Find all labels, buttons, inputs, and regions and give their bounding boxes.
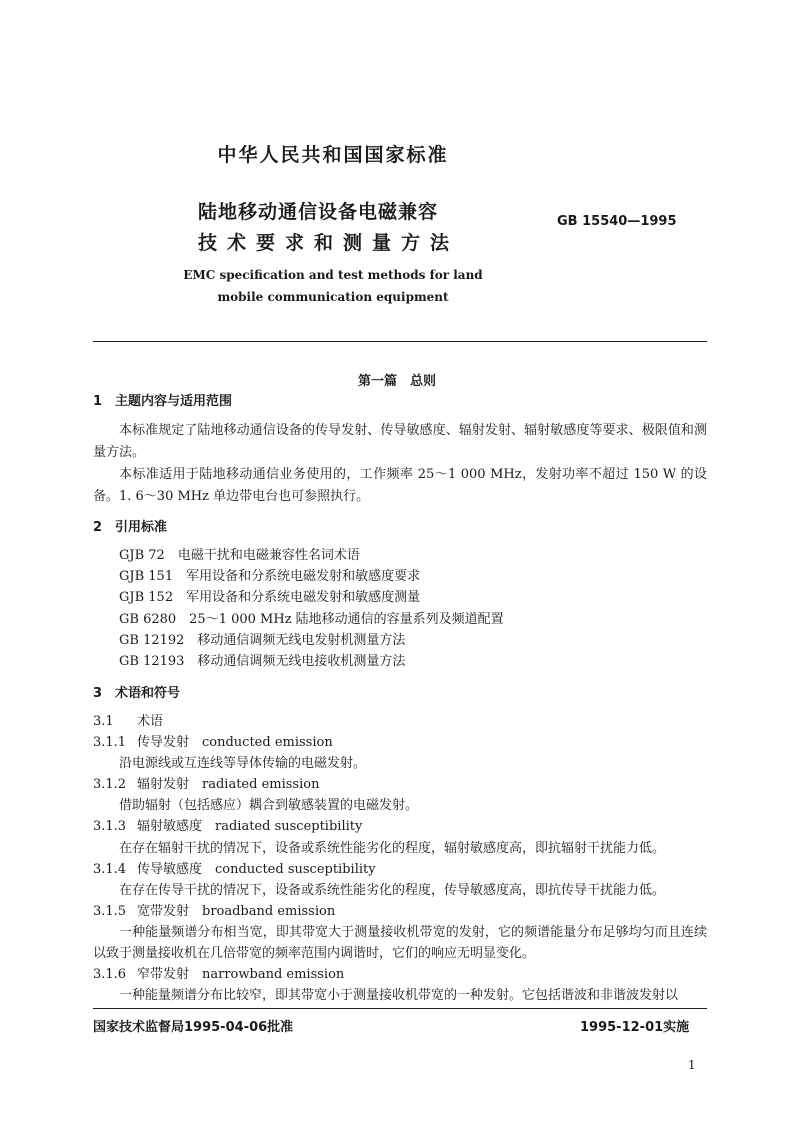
reference-list [119,545,504,672]
term-name: 窄带发射 narrowband emission [137,967,345,983]
term-name: 传导敏感度 conducted susceptibility [137,861,376,877]
implementation-date: 1995-12-01实施 [580,1020,690,1035]
reference-item: GB 12193 移动通信调频无线电接收机测量方法 [119,654,406,670]
reference-item: GJB 72 电磁干扰和电磁兼容性名词术语 [119,548,360,563]
term-heading [93,816,707,837]
term-definition: 沿电源线或互连线等导体传输的电磁发射。 [119,756,367,772]
subsection-number: 3.1 [93,714,114,729]
term-number: 3.1.3 [93,819,127,835]
header-divider [93,341,707,342]
reference-item: GJB 152 军用设备和分系统电磁发射和敏感度测量 [119,590,421,606]
term-heading [93,732,707,753]
subsection-label: 术语 [137,714,164,729]
reference-item: GB 6280 25～1 000 MHz 陆地移动通信的容量系列及频道配置 [119,611,504,627]
term-number: 3.1.1 [93,735,127,751]
country-standard-title: 中华人民共和国国家标准 [217,144,449,166]
term-definition: 借助辐射（包括感应）耦合到敏感装置的电磁发射。 [119,798,419,814]
section-2-heading: 2 引用标准 [93,520,168,535]
term-name: 辐射敏感度 radiated susceptibility [137,819,363,835]
term-definition: 在存在辐射干扰的情况下，设备或系统性能劣化的程度，辐射敏感度高，即抗辐射干扰能力低。 [119,840,666,856]
term-number: 3.1.5 [93,903,127,919]
section-1-heading: 1 主题内容与适用范围 [93,394,233,409]
term-heading [93,901,707,922]
section-3-heading: 3 术语和符号 [93,686,181,701]
term-name: 传导发射 conducted emission [137,735,333,751]
term-number: 3.1.4 [93,861,127,877]
term-number: 3.1.6 [93,967,127,983]
standard-title-cn-line1: 陆地移动通信设备电磁兼容 [198,201,439,223]
standard-title-en-line2: mobile communication equipment [217,290,449,304]
reference-item: GB 12192 移动通信调频无线电发射机测量方法 [119,632,406,648]
term-name: 宽带发射 broadband emission [137,903,336,919]
section-1-para-1: 本标准规定了陆地移动通信设备的传导发射、传导敏感度、辐射发射、辐射敏感度等要求、极限值和测量方法。 [93,423,707,460]
term-definition: 一种能量频谱分布比较窄，即其带宽小于测量接收机带宽的一种发射。它包括谐波和非谐波发射以 [119,988,679,1004]
term-name: 辐射发射 radiated emission [137,777,320,793]
term-heading [93,964,707,985]
term-heading [93,774,707,795]
terms-list [93,711,707,1006]
footer-divider [93,1008,707,1009]
term-heading [93,859,707,880]
reference-item: GJB 151 军用设备和分系统电磁发射和敏感度要求 [119,569,421,585]
term-definition: 在存在传导干扰的情况下，设备或系统性能劣化的程度，传导敏感度高，即抗传导干扰能力低。 [119,882,666,898]
section-1-para-2: 本标准适用于陆地移动通信业务使用的，工作频率 25～1 000 MHz，发射功率不超过 150 W 的设备。1. 6～30 MHz 单边带电台也可参照执行。 [93,467,707,504]
term-definition: 一种能量频谱分布相当宽，即其带宽大于测量接收机带宽的发射，它的频谱能量分布足够均匀而且连续以致于测量接收机在几倍带宽的频率范围内调谐时，它们的响应无明显变化。 [93,924,707,962]
term-number: 3.1.2 [93,777,127,793]
page-number: 1 [688,1058,696,1072]
part-title: 第一篇 总则 [357,374,436,389]
standard-title-cn-line2: 技术要求和测量方法 [198,232,460,254]
subsection-3-1 [93,711,707,732]
gb-code: GB 15540—1995 [557,214,677,229]
standard-title-en-line1: EMC specification and test methods for land [183,268,483,282]
approval-date: 国家技术监督局1995-04-06批准 [93,1020,294,1035]
